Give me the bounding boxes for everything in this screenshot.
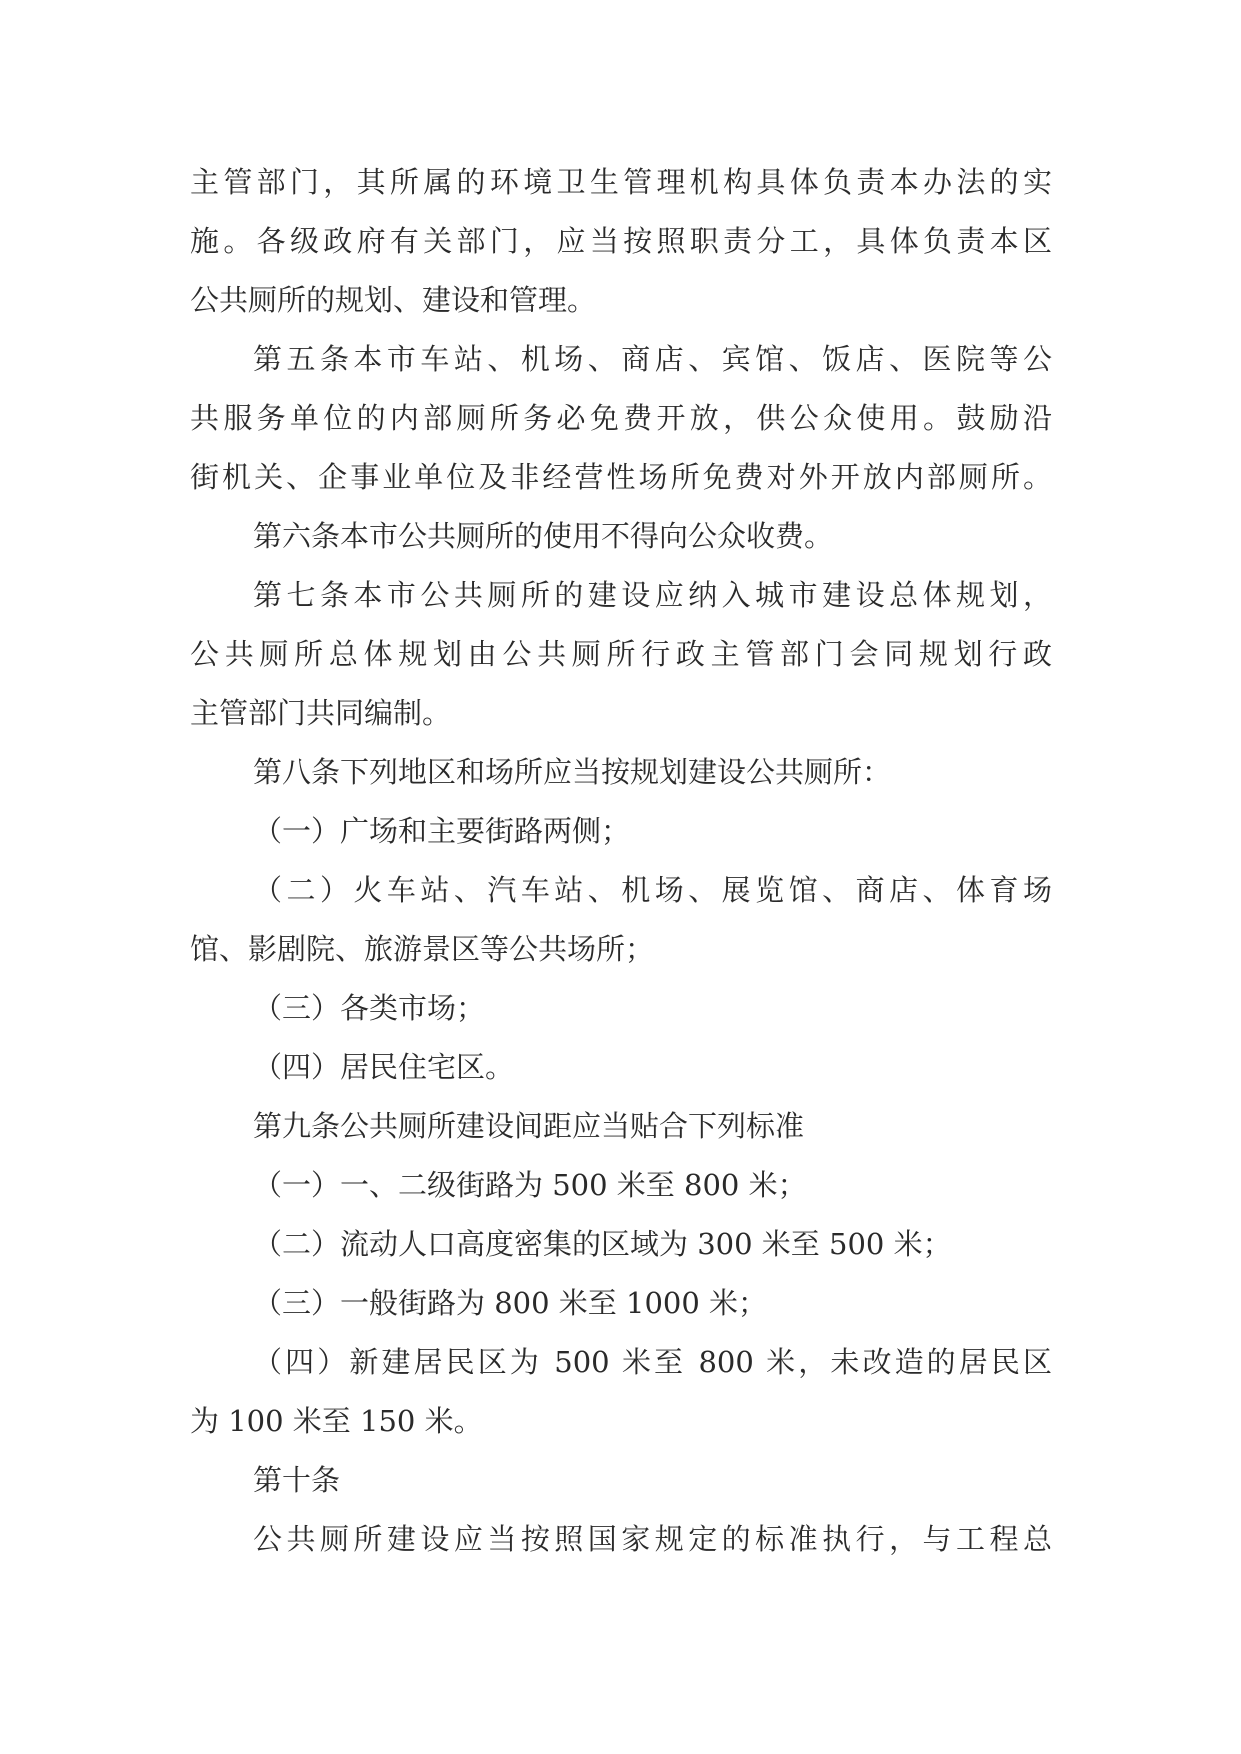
article-7-line: 第七条本市公共厕所的建设应纳入城市建设总体规划， bbox=[253, 578, 1052, 612]
text-line: 主管部门，其所属的环境卫生管理机构具体负责本办法的实 bbox=[190, 165, 1052, 199]
list-item: （三）各类市场； bbox=[253, 991, 486, 1025]
article-6-line: 第六条本市公共厕所的使用不得向公众收费。 bbox=[253, 519, 834, 553]
text-line: 公共厕所的规划、建设和管理。 bbox=[190, 283, 597, 317]
text-line: 公共厕所建设应当按照国家规定的标准执行，与工程总 bbox=[253, 1522, 1052, 1556]
list-item: （一）一、二级街路为 500 米至 800 米； bbox=[253, 1168, 807, 1202]
list-item: （一）广场和主要街路两侧； bbox=[253, 814, 631, 848]
text-line: 街机关、企事业单位及非经营性场所免费对外开放内部厕所。 bbox=[190, 460, 1052, 494]
list-item: （二）火车站、汽车站、机场、展览馆、商店、体育场 bbox=[253, 873, 1052, 907]
text-line: 施。各级政府有关部门，应当按照职责分工，具体负责本区 bbox=[190, 224, 1052, 258]
list-item: （三）一般街路为 800 米至 1000 米； bbox=[253, 1286, 768, 1320]
article-5-line: 第五条本市车站、机场、商店、宾馆、饭店、医院等公 bbox=[253, 342, 1052, 376]
list-item: （四）新建居民区为 500 米至 800 米，未改造的居民区 bbox=[253, 1345, 1052, 1379]
text-line: 共服务单位的内部厕所务必免费开放，供公众使用。鼓励沿 bbox=[190, 401, 1052, 435]
text-line: 公共厕所总体规划由公共厕所行政主管部门会同规划行政 bbox=[190, 637, 1052, 671]
text-line: 主管部门共同编制。 bbox=[190, 696, 452, 730]
text-line: 为 100 米至 150 米。 bbox=[190, 1404, 483, 1438]
list-item: （四）居民住宅区。 bbox=[253, 1050, 515, 1084]
article-10-heading: 第十条 bbox=[253, 1463, 341, 1497]
article-8-line: 第八条下列地区和场所应当按规划建设公共厕所： bbox=[253, 755, 892, 789]
list-item: （二）流动人口高度密集的区域为 300 米至 500 米； bbox=[253, 1227, 952, 1261]
text-line: 馆、影剧院、旅游景区等公共场所； bbox=[190, 932, 655, 966]
article-9-line: 第九条公共厕所建设间距应当贴合下列标准 bbox=[253, 1109, 805, 1143]
